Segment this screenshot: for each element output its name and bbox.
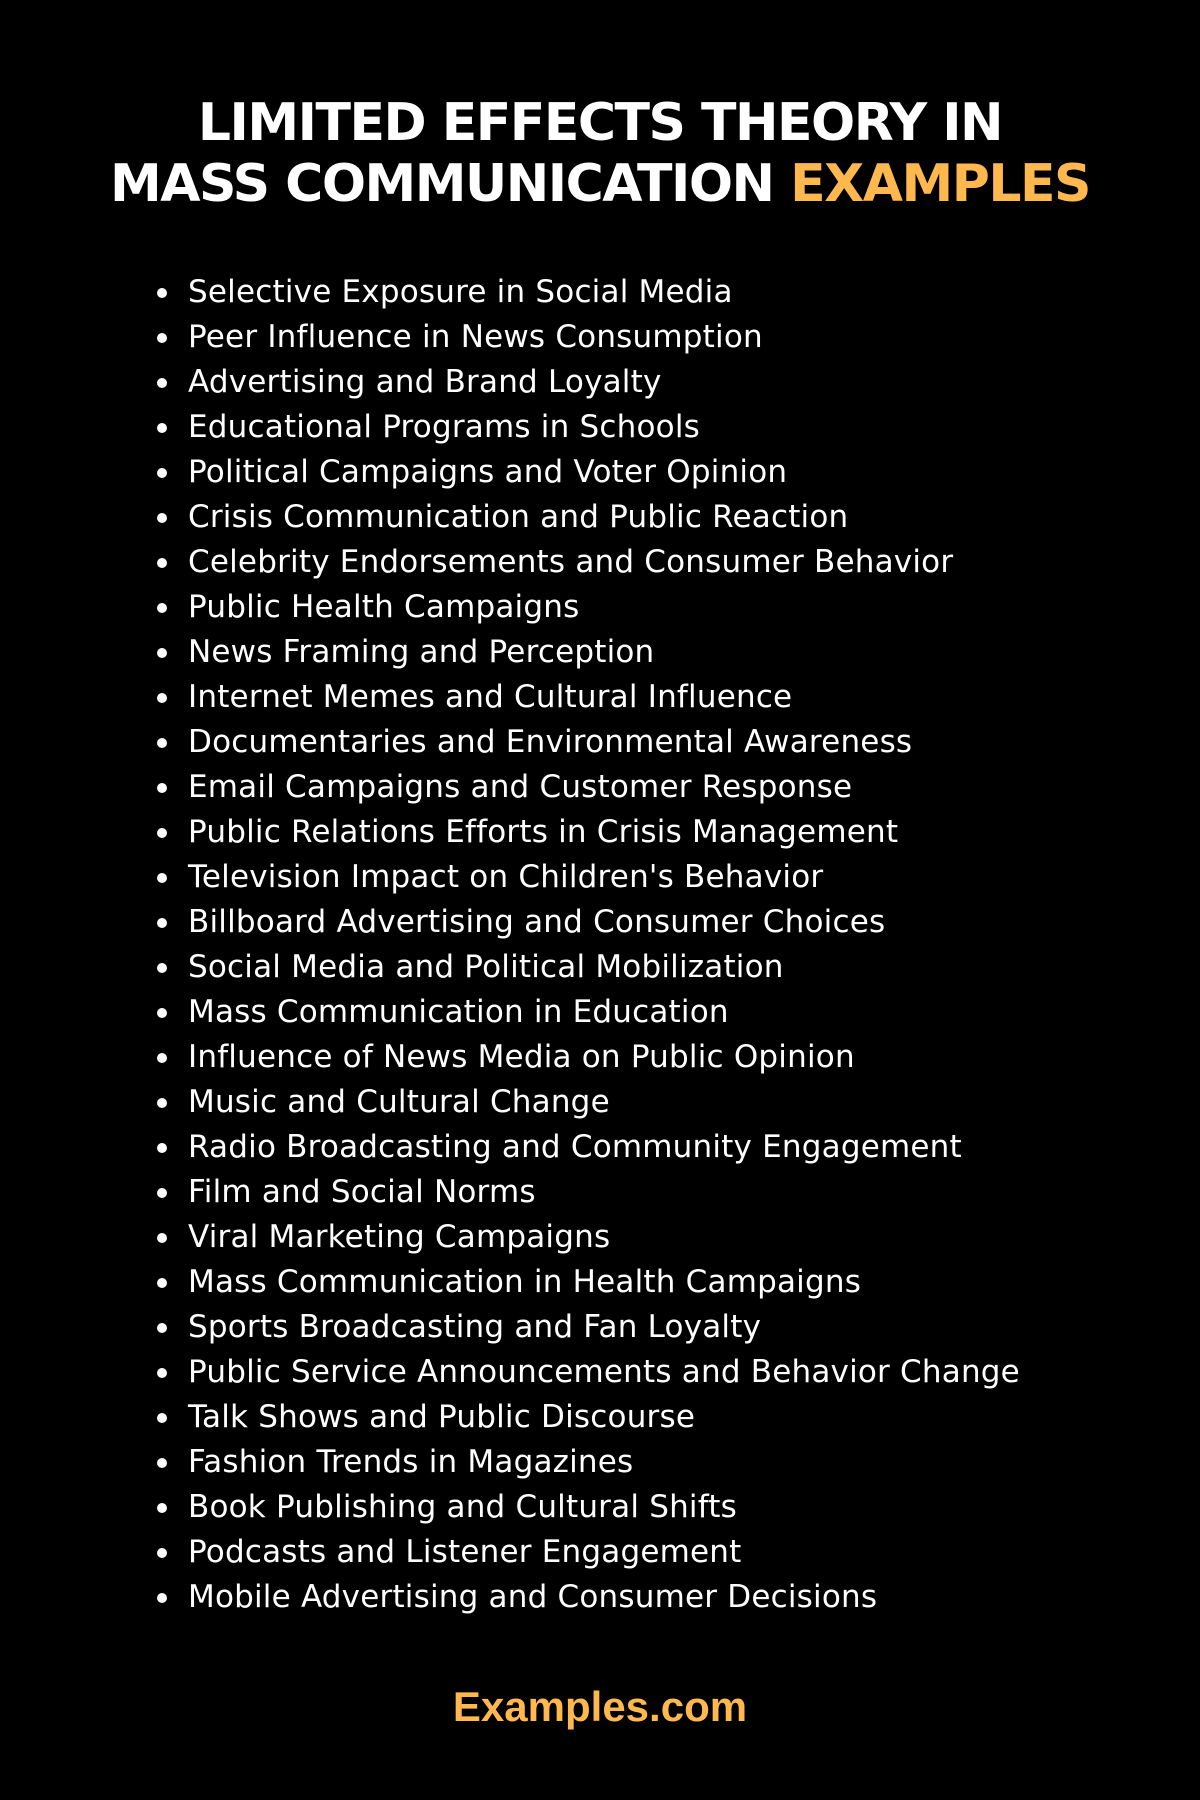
bullet-icon [157, 1053, 167, 1063]
list-item [150, 1350, 1020, 1395]
bullet-icon [157, 783, 167, 793]
list-item [150, 495, 1020, 540]
list-item [150, 540, 1020, 585]
list-item [150, 900, 1020, 945]
list-item-text: Film and Social Norms [188, 1174, 536, 1210]
list-item-text: Radio Broadcasting and Community Engagement [188, 1129, 962, 1165]
list-item-text: Public Service Announcements and Behavior Change [188, 1354, 1020, 1390]
list-item [150, 810, 1020, 855]
list-item [150, 990, 1020, 1035]
list-item [150, 720, 1020, 765]
list-item-text: Podcasts and Listener Engagement [188, 1534, 742, 1570]
bullet-icon [157, 603, 167, 613]
list-item [150, 1440, 1020, 1485]
list-item-text: Political Campaigns and Voter Opinion [188, 454, 788, 490]
bullet-icon [157, 693, 167, 703]
bullet-icon [157, 1188, 167, 1198]
list-item [150, 315, 1020, 360]
bullet-icon [157, 378, 167, 388]
list-item-text: Billboard Advertising and Consumer Choices [188, 904, 886, 940]
list-item [150, 630, 1020, 675]
list-item [150, 1575, 1020, 1620]
bullet-icon [157, 1233, 167, 1243]
list-item [150, 270, 1020, 315]
bullet-icon [157, 1413, 167, 1423]
bullet-icon [157, 423, 167, 433]
list-item-text: Influence of News Media on Public Opinion [188, 1039, 855, 1075]
list-item-text: Peer Influence in News Consumption [188, 319, 763, 355]
bullet-icon [157, 918, 167, 928]
list-item [150, 765, 1020, 810]
list-item-text: Book Publishing and Cultural Shifts [188, 1489, 738, 1525]
list-item [150, 1170, 1020, 1215]
bullet-icon [157, 558, 167, 568]
list-item-text: Crisis Communication and Public Reaction [188, 499, 849, 535]
list-item [150, 1125, 1020, 1170]
list-item [150, 1485, 1020, 1530]
list-item-text: Viral Marketing Campaigns [188, 1219, 611, 1255]
list-item [150, 405, 1020, 450]
list-item-text: Social Media and Political Mobilization [188, 949, 784, 985]
footer-brand[interactable]: Examples.com [452, 1683, 748, 1730]
bullet-icon [157, 1323, 167, 1333]
list-item-text: Celebrity Endorsements and Consumer Behavior [188, 544, 954, 580]
list-item [150, 1530, 1020, 1575]
list-item [150, 1215, 1020, 1260]
list-item [150, 675, 1020, 720]
list-item [150, 1080, 1020, 1125]
bullet-icon [157, 1008, 167, 1018]
title-accent: EXAMPLES [790, 153, 1090, 214]
list-item [150, 1260, 1020, 1305]
list-item [150, 1035, 1020, 1080]
bullet-icon [157, 1458, 167, 1468]
list-item-text: Talk Shows and Public Discourse [188, 1399, 696, 1435]
list-item-text: Sports Broadcasting and Fan Loyalty [188, 1309, 762, 1345]
title-line-1: LIMITED EFFECTS THEORY IN [197, 92, 1003, 153]
list-item-text: Internet Memes and Cultural Influence [188, 679, 793, 715]
bullet-icon [157, 1548, 167, 1558]
list-item-text: Educational Programs in Schools [188, 409, 700, 445]
bullet-icon [157, 1278, 167, 1288]
list-item [150, 360, 1020, 405]
list-item [150, 450, 1020, 495]
list-item-text: Mobile Advertising and Consumer Decisions [188, 1579, 878, 1615]
bullet-icon [157, 738, 167, 748]
bullet-icon [157, 288, 167, 298]
examples-list [150, 270, 1020, 1620]
bullet-icon [157, 468, 167, 478]
list-item-text: News Framing and Perception [188, 634, 655, 670]
title-line-2: MASS COMMUNICATION [110, 153, 774, 214]
bullet-icon [157, 1143, 167, 1153]
list-item [150, 1395, 1020, 1440]
list-item [150, 1305, 1020, 1350]
list-item-text: Mass Communication in Education [188, 994, 729, 1030]
bullet-icon [157, 1593, 167, 1603]
list-item-text: Documentaries and Environmental Awareness [188, 724, 913, 760]
list-item [150, 855, 1020, 900]
bullet-icon [157, 513, 167, 523]
bullet-icon [157, 828, 167, 838]
list-item-text: Public Health Campaigns [188, 589, 580, 625]
list-item-text: Television Impact on Children's Behavior [188, 859, 824, 895]
bullet-icon [157, 1368, 167, 1378]
list-item-text: Email Campaigns and Customer Response [188, 769, 853, 805]
list-item-text: Music and Cultural Change [188, 1084, 610, 1120]
bullet-icon [157, 1503, 167, 1513]
list-item [150, 945, 1020, 990]
list-item-text: Advertising and Brand Loyalty [188, 364, 662, 400]
bullet-icon [157, 648, 167, 658]
bullet-icon [157, 963, 167, 973]
list-item-text: Fashion Trends in Magazines [188, 1444, 634, 1480]
list-item-text: Selective Exposure in Social Media [188, 274, 733, 310]
bullet-icon [157, 333, 167, 343]
bullet-icon [157, 1098, 167, 1108]
page-title [0, 93, 1200, 215]
bullet-icon [157, 873, 167, 883]
list-item-text: Public Relations Efforts in Crisis Management [188, 814, 899, 850]
list-item-text: Mass Communication in Health Campaigns [188, 1264, 862, 1300]
list-item [150, 585, 1020, 630]
